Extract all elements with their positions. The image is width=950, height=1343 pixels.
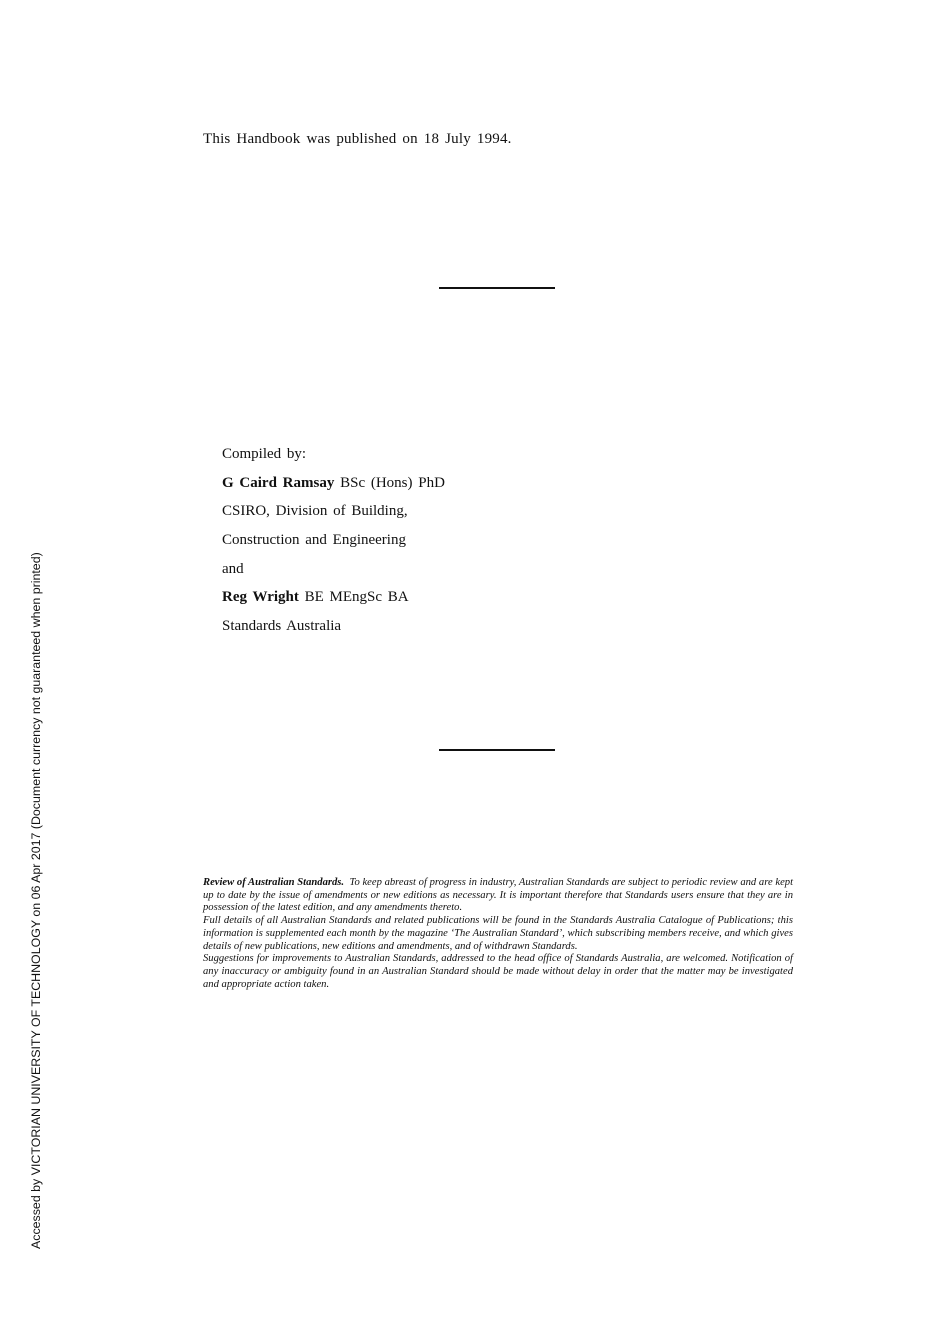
author1-qualifications: BSc (Hons) PhD bbox=[340, 474, 445, 491]
review-paragraph-1-text: To keep abreast of progress in industry, Australian Standards are subject to periodic review and are kept up to date by the issue of amendments or new editions as necessary. It is important therefore that Standards users ensure that they are in possession of the latest edition, and any amendments thereto. bbox=[203, 877, 794, 914]
author1-affiliation-line1: CSIRO, Division of Building, bbox=[222, 503, 408, 520]
credits-block bbox=[222, 440, 445, 641]
review-heading: Review of Australian Standards. bbox=[203, 877, 345, 888]
author1-affiliation-line2: Construction and Engineering bbox=[222, 532, 406, 549]
author2-qualifications: BE MEngSc BA bbox=[304, 589, 409, 606]
review-paragraph-2: Full details of all Australian Standards and related publications will be found in the Standards Australia Catalogue of Publications; this information is supplemented each month by the magazine ‘The Australian Standard’, which subscribing members receive, and which gives details of new publications, new editions and amendments, and of withdrawn Standards. bbox=[203, 915, 793, 952]
review-notice bbox=[203, 877, 793, 991]
compiled-by-label: Compiled by: bbox=[222, 446, 307, 462]
credits-conjunction: and bbox=[222, 560, 244, 577]
publication-date-statement: This Handbook was published on 18 July 1994. bbox=[203, 131, 512, 147]
review-paragraph-3: Suggestions for improvements to Australian Standards, addressed to the head office of Standards Australia, are welcomed. Notification of any inaccuracy or ambiguity found in an Australian Standard should be made without delay in order that the matter may be investigated and appropriate action taken. bbox=[203, 953, 793, 990]
author2-affiliation: Standards Australia bbox=[222, 618, 342, 635]
access-watermark: Accessed by VICTORIAN UNIVERSITY OF TECHNOLOGY on 06 Apr 2017 (Document currency not guaranteed when printed) bbox=[29, 552, 43, 1249]
author2-line bbox=[222, 583, 445, 612]
review-paragraph-1 bbox=[203, 877, 793, 915]
divider-rule-top bbox=[439, 287, 555, 289]
author1-name: G Caird Ramsay bbox=[222, 474, 335, 491]
divider-rule-bottom bbox=[439, 749, 555, 751]
author2-name: Reg Wright bbox=[222, 589, 299, 606]
author1-line bbox=[222, 469, 445, 498]
